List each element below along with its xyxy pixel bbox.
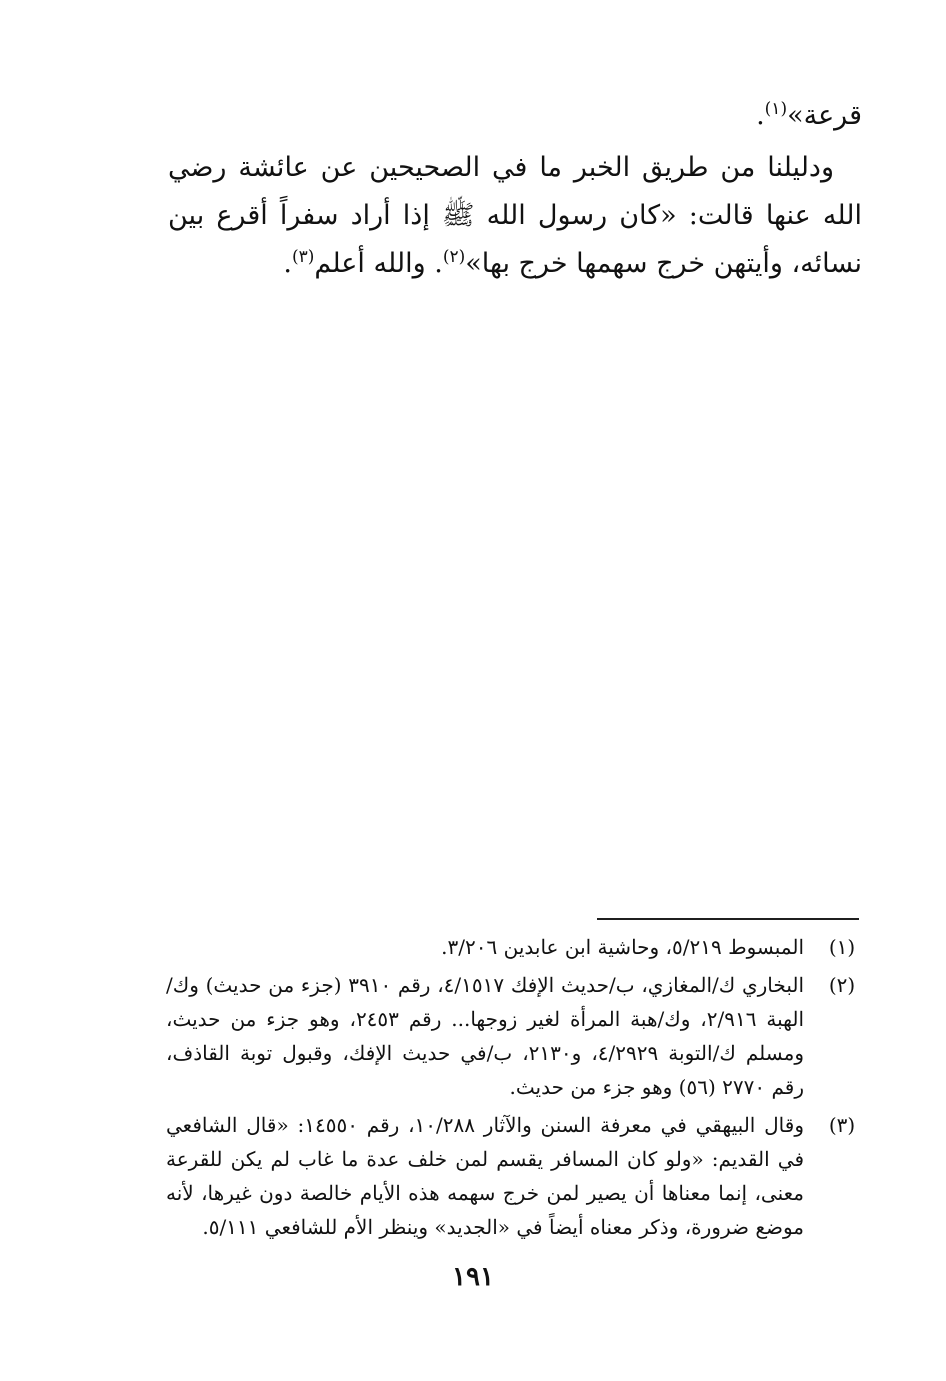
footnote-number: (١) xyxy=(828,935,856,959)
paragraph-1-end: . xyxy=(756,100,765,131)
paragraph-2-end: . xyxy=(283,248,292,279)
paragraph-2-middle: . والله أعلم xyxy=(314,248,443,279)
footnote-number: (٢) xyxy=(828,973,856,997)
footnote-item xyxy=(166,1108,862,1244)
footnote-ref-2: (٢) xyxy=(442,247,466,267)
footnote-ref-3: (٣) xyxy=(291,247,315,267)
footnote-number: (٣) xyxy=(828,1113,856,1137)
footnotes-section xyxy=(166,930,862,1248)
main-text xyxy=(168,92,862,288)
footnote-text: المبسوط ٥/٢١٩، وحاشية ابن عابدين ٣/٢٠٦. xyxy=(441,935,804,959)
page-number: ١٩١ xyxy=(452,1262,494,1292)
footnote-text: البخاري ك/المغازي، ب/حديث الإفك ٤/١٥١٧، رقم ٣٩١٠ (جزء من حديث) وك/الهبة ٢/٩١٦، وك/هبة المرأة لغير زوجها... رقم ٢٤٥٣، وهو جزء من حديث، ومسلم ك/التوبة ٤/٢٩٢٩، و٢١٣٠، ب/في حديث الإفك، وقبول توبة القاذف، رقم ٢٧٧٠ (٥٦) وهو جزء من حديث. xyxy=(166,973,805,1099)
footnote-separator-rule xyxy=(597,918,859,920)
footnote-text: وقال البيهقي في معرفة السنن والآثار ١٠/٢٨٨، رقم ١٤٥٥٠: «قال الشافعي في القديم: «ولو كان المسافر يقسم لمن خلف عدة ما غاب لم يكن للقرعة معنى، إنما معناها أن يصير لمن خرج سهمه هذه الأيام خالصة دون غيرها، لأنه موضع ضرورة، وذكر معناه أيضاً في «الجديد» وينظر الأم للشافعي ٥/١١١. xyxy=(166,1113,805,1239)
paragraph-1 xyxy=(168,92,862,140)
paragraph-1-text: قرعة» xyxy=(787,100,862,131)
footnote-ref-1: (١) xyxy=(764,99,788,119)
paragraph-2-text: ودليلنا من طريق الخبر ما في الصحيحين عن عائشة رضي الله عنها قالت: «كان رسول الله ﷺ إذا أراد سفراً أقرع بين نسائه، وأيتهن خرج سهمها خرج بها» xyxy=(168,152,862,279)
footnote-item xyxy=(166,968,862,1104)
footnote-item xyxy=(166,930,862,964)
paragraph-2 xyxy=(168,144,862,288)
